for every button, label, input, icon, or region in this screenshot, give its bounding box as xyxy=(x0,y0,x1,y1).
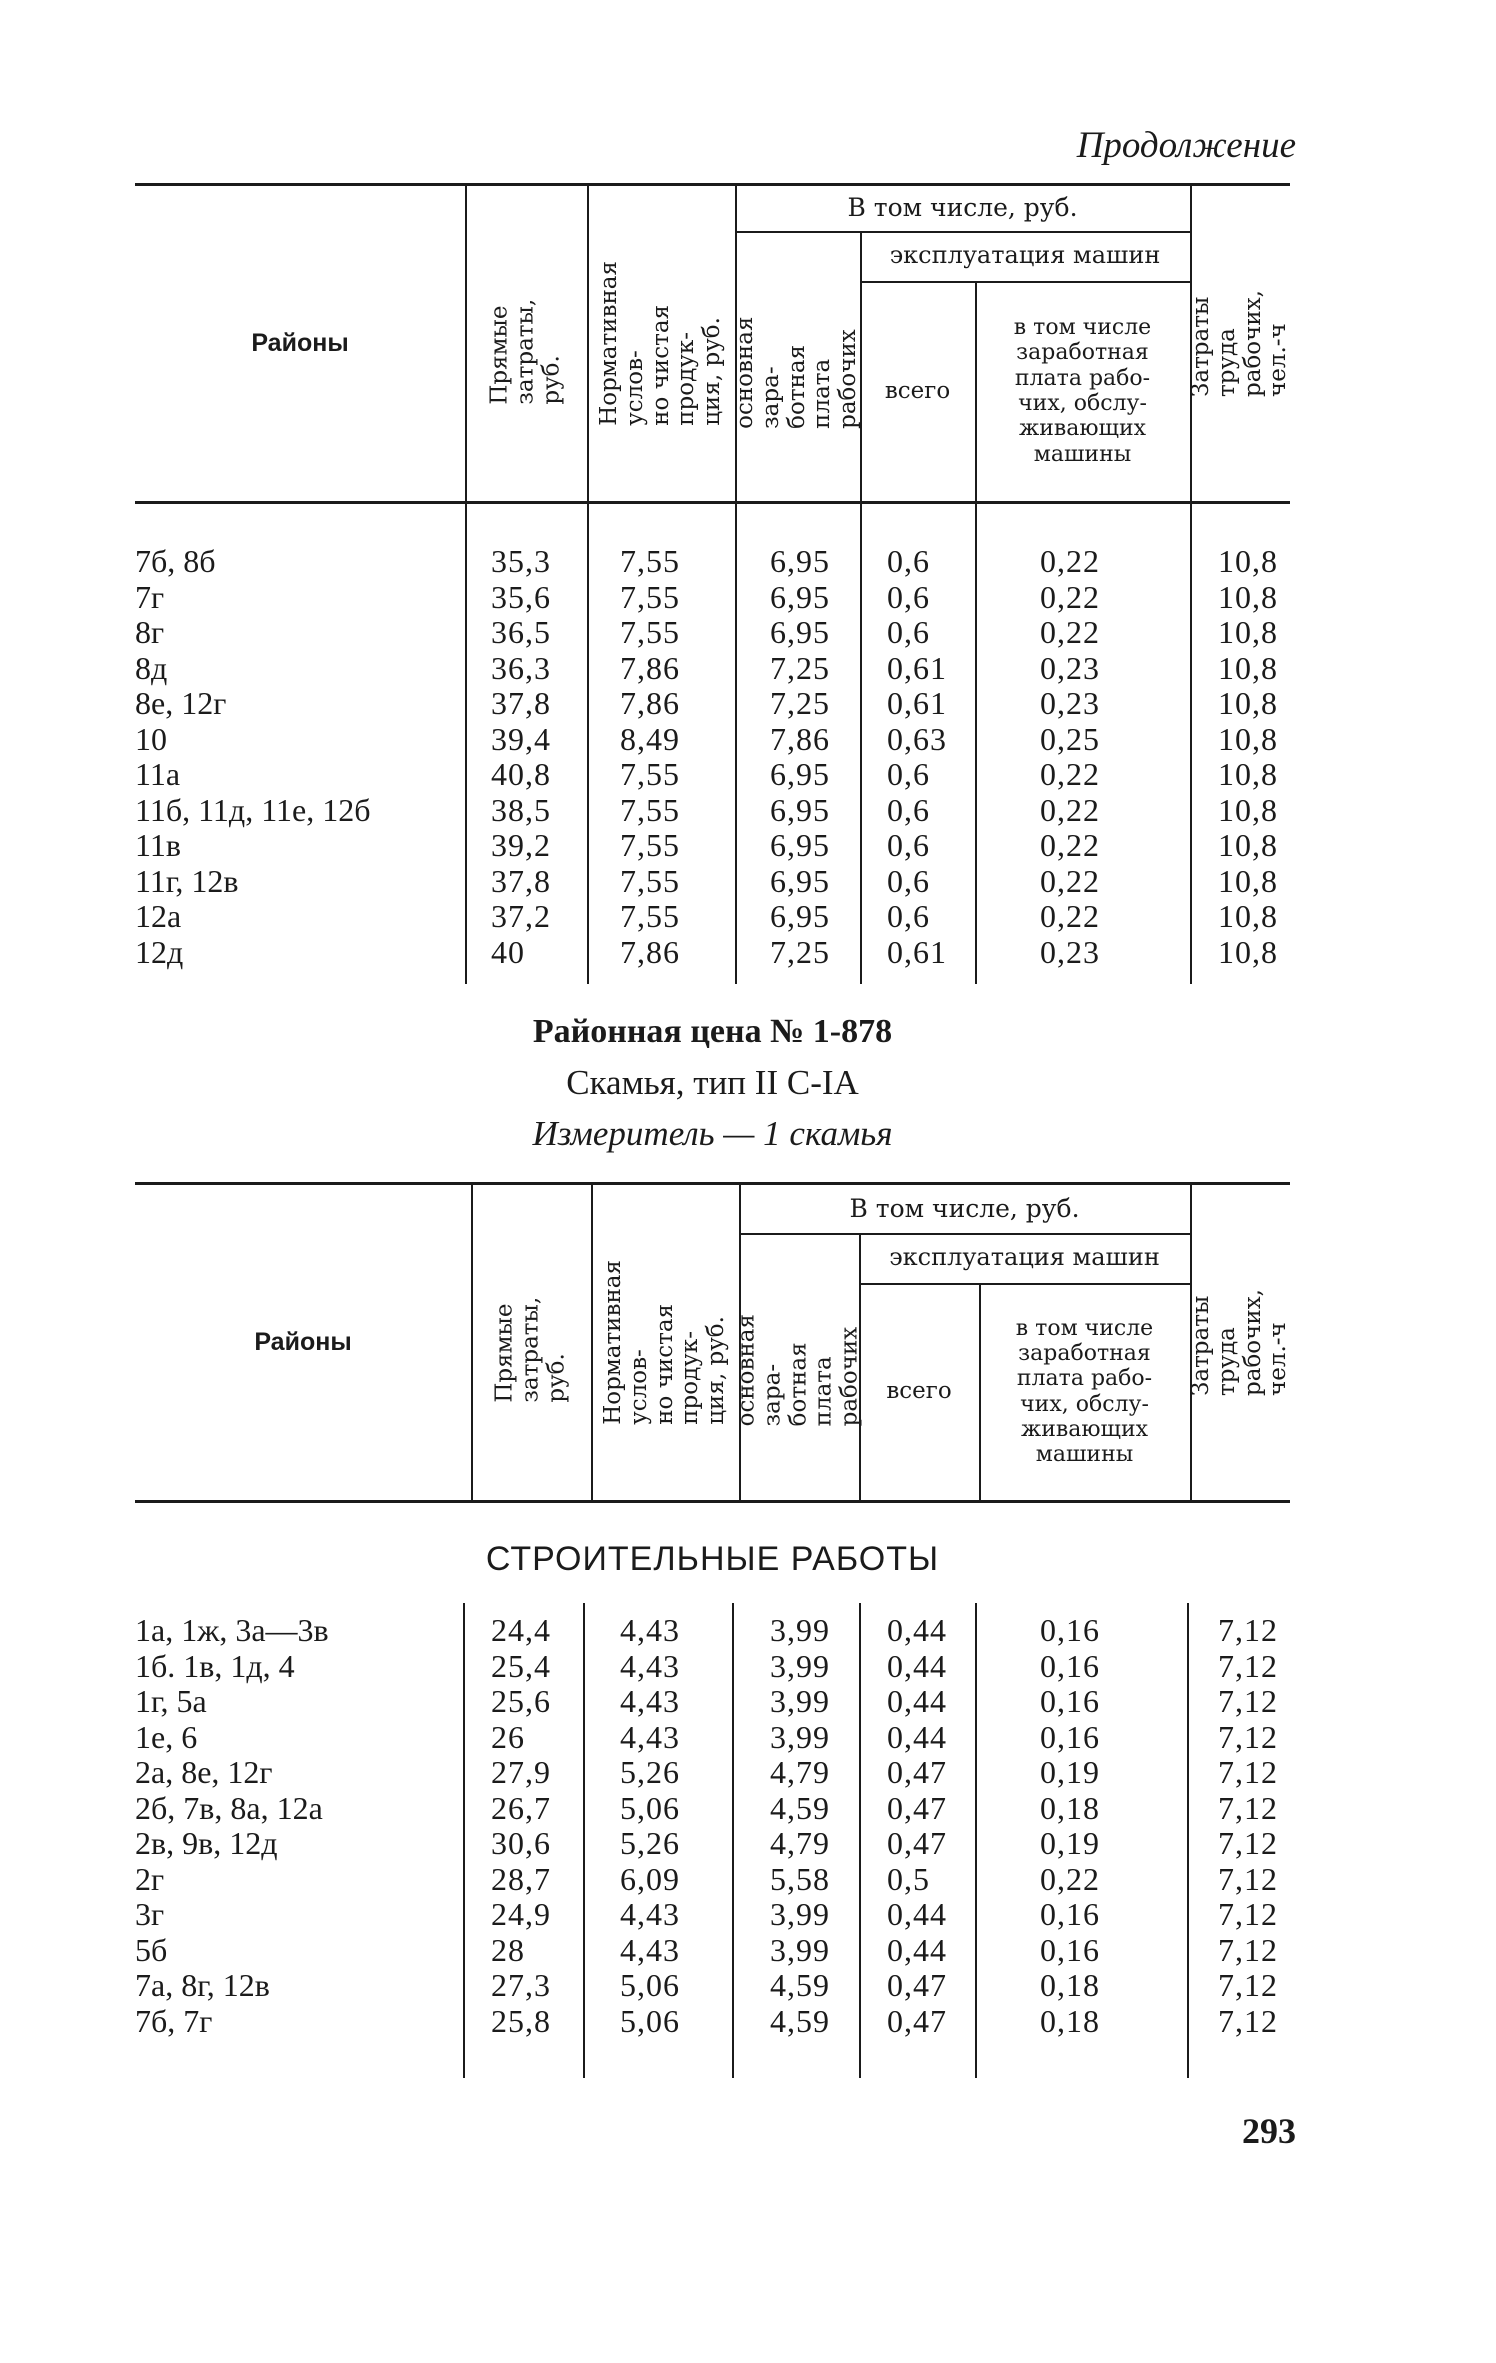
cell-norm: 7,55 xyxy=(620,862,680,899)
cell-machine-wage: 0,22 xyxy=(1040,614,1100,650)
column-header-labor: Затраты труда рабочих, чел.-ч xyxy=(1187,290,1291,397)
cell-norm: 5,06 xyxy=(620,2002,680,2039)
cell-machine-wage: 0,19 xyxy=(1040,1825,1100,1861)
cost-table-1 xyxy=(135,183,1290,984)
cell-district: 7б, 8б xyxy=(135,543,216,579)
column-header-including: В том числе, руб. xyxy=(847,193,1078,223)
table-row xyxy=(135,757,1290,792)
cell-labor: 10,8 xyxy=(1218,685,1278,721)
table-row xyxy=(135,722,1290,757)
cell-machine-wage: 0,16 xyxy=(1040,1931,1100,1968)
cell-direct: 37,8 xyxy=(491,685,551,721)
cell-norm: 7,55 xyxy=(620,791,680,828)
page-number: 293 xyxy=(1242,2111,1296,2151)
table-row xyxy=(135,1791,1290,1826)
column-header-total: всего xyxy=(884,377,951,404)
column-header-normative-output: Нормативная услов- но чистая продук- ция, руб. xyxy=(595,261,725,426)
cell-district: 8д xyxy=(135,649,168,686)
column-header-base-wage: основная зара- ботная плата рабочих xyxy=(733,1314,863,1427)
column-header-total: всего xyxy=(886,1378,952,1405)
divider xyxy=(591,1185,593,1500)
cell-norm: 4,43 xyxy=(620,1718,680,1755)
cell-direct: 36,5 xyxy=(491,614,551,650)
cell-machines: 0,44 xyxy=(887,1612,947,1648)
cell-machines: 0,6 xyxy=(887,862,930,899)
cell-wage: 4,59 xyxy=(770,2002,830,2039)
table-row xyxy=(135,1897,1290,1932)
table-rows xyxy=(135,504,1290,984)
cell-machines: 0,47 xyxy=(887,2002,947,2039)
section-title: СТРОИТЕЛЬНЫЕ РАБОТЫ xyxy=(485,1540,940,1578)
cell-labor: 7,12 xyxy=(1218,1683,1278,1719)
column-header-machine-wage: в том числе заработная плата рабо- чих, обслу- живающих машины xyxy=(1013,315,1152,467)
cell-labor: 10,8 xyxy=(1218,756,1278,792)
cell-direct: 26,7 xyxy=(491,1789,551,1826)
cell-norm: 4,43 xyxy=(620,1896,680,1932)
cell-labor: 7,12 xyxy=(1218,1931,1278,1968)
divider xyxy=(587,186,589,501)
cell-machines: 0,6 xyxy=(887,898,930,934)
cell-wage: 6,95 xyxy=(770,827,830,863)
table-row xyxy=(135,935,1290,970)
table-row xyxy=(135,1720,1290,1755)
cell-machines: 0,47 xyxy=(887,1967,947,2003)
table-row xyxy=(135,1613,1290,1648)
table-row xyxy=(135,793,1290,828)
column-header-labor: Затраты труда рабочих, чел.-ч xyxy=(1187,1289,1291,1396)
cell-district: 1а, 1ж, 3а—3в xyxy=(135,1612,329,1648)
cell-district: 2в, 9в, 12д xyxy=(135,1825,278,1861)
cell-direct: 40,8 xyxy=(491,756,551,792)
cell-direct: 40 xyxy=(491,933,525,970)
cell-labor: 7,12 xyxy=(1218,1896,1278,1932)
cell-norm: 7,86 xyxy=(620,685,680,721)
divider xyxy=(465,186,467,501)
cell-direct: 27,9 xyxy=(491,1754,551,1790)
cell-machine-wage: 0,22 xyxy=(1040,898,1100,934)
cell-wage: 3,99 xyxy=(770,1683,830,1719)
cell-machines: 0,6 xyxy=(887,578,930,615)
cell-direct: 26 xyxy=(491,1718,525,1755)
table-row xyxy=(135,1684,1290,1719)
cell-district: 7б, 7г xyxy=(135,2002,213,2039)
table-header xyxy=(135,1185,1290,1503)
column-header-direct-costs: Прямые затраты, руб. xyxy=(486,298,564,405)
cell-machines: 0,47 xyxy=(887,1789,947,1826)
cell-labor: 10,8 xyxy=(1218,862,1278,899)
cell-machine-wage: 0,23 xyxy=(1040,649,1100,686)
cell-labor: 10,8 xyxy=(1218,933,1278,970)
cell-labor: 10,8 xyxy=(1218,898,1278,934)
cell-norm: 7,55 xyxy=(620,614,680,650)
cell-machine-wage: 0,16 xyxy=(1040,1683,1100,1719)
divider xyxy=(1190,186,1192,501)
cell-machines: 0,63 xyxy=(887,720,947,757)
cell-district: 2б, 7в, 8а, 12а xyxy=(135,1789,323,1826)
cell-wage: 6,95 xyxy=(770,898,830,934)
cell-machine-wage: 0,19 xyxy=(1040,1754,1100,1790)
cell-direct: 25,6 xyxy=(491,1683,551,1719)
cell-machines: 0,6 xyxy=(887,614,930,650)
cell-machines: 0,44 xyxy=(887,1896,947,1932)
cell-machines: 0,61 xyxy=(887,649,947,686)
cell-direct: 28,7 xyxy=(491,1860,551,1897)
table-row xyxy=(135,544,1290,579)
cell-district: 7г xyxy=(135,578,165,615)
cell-machine-wage: 0,22 xyxy=(1040,756,1100,792)
divider xyxy=(739,1233,1190,1235)
table-body xyxy=(135,504,1290,984)
cell-norm: 7,86 xyxy=(620,933,680,970)
cell-district: 10 xyxy=(135,720,167,757)
cell-direct: 36,3 xyxy=(491,649,551,686)
cell-direct: 39,2 xyxy=(491,827,551,863)
cell-direct: 28 xyxy=(491,1931,525,1968)
cell-norm: 8,49 xyxy=(620,720,680,757)
cell-district: 1б. 1в, 1д, 4 xyxy=(135,1647,295,1684)
continuation-label: Продолжение xyxy=(1076,125,1296,166)
cell-district: 11г, 12в xyxy=(135,862,239,899)
divider xyxy=(975,281,977,501)
cell-norm: 7,55 xyxy=(620,898,680,934)
table-row xyxy=(135,686,1290,721)
cell-wage: 3,99 xyxy=(770,1931,830,1968)
cell-machine-wage: 0,25 xyxy=(1040,720,1100,757)
cell-wage: 7,25 xyxy=(770,933,830,970)
price-unit: Измеритель — 1 скамья xyxy=(532,1114,893,1153)
column-header-machine-operation: эксплуатация машин xyxy=(889,1243,1160,1272)
cell-labor: 7,12 xyxy=(1218,2002,1278,2039)
cell-norm: 4,43 xyxy=(620,1683,680,1719)
cell-wage: 6,95 xyxy=(770,614,830,650)
cell-norm: 4,43 xyxy=(620,1647,680,1684)
divider xyxy=(1190,1185,1192,1500)
cell-direct: 37,8 xyxy=(491,862,551,899)
cell-wage: 3,99 xyxy=(770,1612,830,1648)
cell-norm: 7,55 xyxy=(620,578,680,615)
cell-machine-wage: 0,22 xyxy=(1040,1860,1100,1897)
cell-labor: 7,12 xyxy=(1218,1967,1278,2003)
cell-district: 2а, 8е, 12г xyxy=(135,1754,273,1790)
cell-wage: 4,79 xyxy=(770,1754,830,1790)
table-rows xyxy=(135,1503,1290,2078)
cell-labor: 7,12 xyxy=(1218,1647,1278,1684)
price-item: Скамья, тип II С-IA xyxy=(566,1063,859,1102)
divider xyxy=(859,1283,1190,1285)
cell-wage: 7,25 xyxy=(770,649,830,686)
divider xyxy=(860,231,862,501)
cell-machines: 0,6 xyxy=(887,827,930,863)
cell-norm: 4,43 xyxy=(620,1931,680,1968)
cell-district: 12д xyxy=(135,933,184,970)
cell-machines: 0,44 xyxy=(887,1683,947,1719)
cell-machine-wage: 0,22 xyxy=(1040,578,1100,615)
table-row xyxy=(135,2004,1290,2039)
cell-norm: 7,55 xyxy=(620,827,680,863)
cell-machine-wage: 0,22 xyxy=(1040,543,1100,579)
cell-labor: 7,12 xyxy=(1218,1825,1278,1861)
cell-norm: 4,43 xyxy=(620,1612,680,1648)
cell-direct: 30,6 xyxy=(491,1825,551,1861)
cell-direct: 37,2 xyxy=(491,898,551,934)
cell-machines: 0,6 xyxy=(887,791,930,828)
cell-machine-wage: 0,22 xyxy=(1040,791,1100,828)
table-row xyxy=(135,899,1290,934)
cell-labor: 7,12 xyxy=(1218,1718,1278,1755)
cell-wage: 3,99 xyxy=(770,1718,830,1755)
cell-district: 11а xyxy=(135,756,181,792)
cell-labor: 10,8 xyxy=(1218,827,1278,863)
column-header-districts: Районы xyxy=(254,1328,352,1357)
cell-labor: 7,12 xyxy=(1218,1860,1278,1897)
column-header-base-wage: основная зара- ботная плата рабочих xyxy=(732,316,862,429)
column-header-machine-operation: эксплуатация машин xyxy=(889,241,1161,270)
cell-wage: 7,86 xyxy=(770,720,830,757)
cell-direct: 35,6 xyxy=(491,578,551,615)
column-header-machine-wage: в том числе заработная плата рабо- чих, обслу- живающих машины xyxy=(1015,1315,1154,1468)
cell-machines: 0,44 xyxy=(887,1931,947,1968)
cell-machines: 0,61 xyxy=(887,933,947,970)
cell-district: 11в xyxy=(135,827,181,863)
cell-district: 5б xyxy=(135,1931,168,1968)
table-row xyxy=(135,651,1290,686)
cell-norm: 5,06 xyxy=(620,1967,680,2003)
cell-machine-wage: 0,16 xyxy=(1040,1612,1100,1648)
cell-machine-wage: 0,18 xyxy=(1040,1789,1100,1826)
divider xyxy=(735,186,737,501)
table-row xyxy=(135,1968,1290,2003)
table-row xyxy=(135,1862,1290,1897)
cell-labor: 10,8 xyxy=(1218,578,1278,615)
cell-wage: 4,59 xyxy=(770,1967,830,2003)
cell-labor: 10,8 xyxy=(1218,614,1278,650)
cell-labor: 10,8 xyxy=(1218,720,1278,757)
cell-district: 2г xyxy=(135,1860,165,1897)
cell-direct: 25,4 xyxy=(491,1647,551,1684)
cell-machines: 0,5 xyxy=(887,1860,930,1897)
table-header xyxy=(135,186,1290,504)
divider xyxy=(860,281,1190,283)
table-row xyxy=(135,828,1290,863)
table-row xyxy=(135,1826,1290,1861)
cell-wage: 3,99 xyxy=(770,1647,830,1684)
cell-labor: 10,8 xyxy=(1218,649,1278,686)
cell-norm: 5,06 xyxy=(620,1789,680,1826)
cell-district: 1г, 5а xyxy=(135,1683,207,1719)
table-body xyxy=(135,1503,1290,2078)
table-row xyxy=(135,864,1290,899)
cell-machine-wage: 0,16 xyxy=(1040,1647,1100,1684)
cell-district: 7а, 8г, 12в xyxy=(135,1967,270,2003)
cell-machine-wage: 0,18 xyxy=(1040,1967,1100,2003)
cell-machines: 0,61 xyxy=(887,685,947,721)
cell-norm: 6,09 xyxy=(620,1860,680,1897)
cell-norm: 5,26 xyxy=(620,1754,680,1790)
cost-table-2 xyxy=(135,1182,1290,2078)
cell-norm: 7,55 xyxy=(620,543,680,579)
cell-direct: 25,8 xyxy=(491,2002,551,2039)
cell-machine-wage: 0,16 xyxy=(1040,1896,1100,1932)
divider xyxy=(735,231,1190,233)
cell-wage: 5,58 xyxy=(770,1860,830,1897)
cell-district: 12а xyxy=(135,898,182,934)
cell-wage: 4,79 xyxy=(770,1825,830,1861)
cell-labor: 10,8 xyxy=(1218,543,1278,579)
cell-district: 8е, 12г xyxy=(135,685,227,721)
cell-district: 1е, 6 xyxy=(135,1718,198,1755)
cell-machines: 0,44 xyxy=(887,1718,947,1755)
cell-norm: 7,86 xyxy=(620,649,680,686)
table-row xyxy=(135,615,1290,650)
cell-machine-wage: 0,16 xyxy=(1040,1718,1100,1755)
cell-norm: 7,55 xyxy=(620,756,680,792)
cell-labor: 10,8 xyxy=(1218,791,1278,828)
cell-norm: 5,26 xyxy=(620,1825,680,1861)
cell-wage: 6,95 xyxy=(770,578,830,615)
cell-wage: 6,95 xyxy=(770,756,830,792)
table-row xyxy=(135,580,1290,615)
cell-district: 8г xyxy=(135,614,165,650)
cell-machine-wage: 0,22 xyxy=(1040,862,1100,899)
cell-labor: 7,12 xyxy=(1218,1612,1278,1648)
divider xyxy=(859,1233,861,1500)
cell-machines: 0,47 xyxy=(887,1754,947,1790)
cell-machine-wage: 0,23 xyxy=(1040,933,1100,970)
cell-district: 3г xyxy=(135,1896,165,1932)
cell-wage: 6,95 xyxy=(770,791,830,828)
column-header-direct-costs: Прямые затраты, руб. xyxy=(491,1296,569,1403)
cell-direct: 35,3 xyxy=(491,543,551,579)
table-row xyxy=(135,1649,1290,1684)
cell-machine-wage: 0,18 xyxy=(1040,2002,1100,2039)
cell-direct: 38,5 xyxy=(491,791,551,828)
cell-machines: 0,47 xyxy=(887,1825,947,1861)
cell-labor: 7,12 xyxy=(1218,1754,1278,1790)
cell-machines: 0,6 xyxy=(887,756,930,792)
cell-direct: 39,4 xyxy=(491,720,551,757)
cell-direct: 24,4 xyxy=(491,1612,551,1648)
table-row xyxy=(135,1755,1290,1790)
price-title: Районная цена № 1-878 xyxy=(532,1013,893,1050)
cell-wage: 7,25 xyxy=(770,685,830,721)
cell-wage: 6,95 xyxy=(770,543,830,579)
table-row xyxy=(135,1933,1290,1968)
cell-wage: 3,99 xyxy=(770,1896,830,1932)
cell-machine-wage: 0,23 xyxy=(1040,685,1100,721)
cell-labor: 7,12 xyxy=(1218,1789,1278,1826)
cell-direct: 27,3 xyxy=(491,1967,551,2003)
cell-machine-wage: 0,22 xyxy=(1040,827,1100,863)
divider xyxy=(979,1283,981,1500)
cell-machines: 0,6 xyxy=(887,543,930,579)
cell-direct: 24,9 xyxy=(491,1896,551,1932)
column-header-districts: Районы xyxy=(251,329,349,358)
column-header-including: В том числе, руб. xyxy=(849,1193,1080,1223)
cell-district: 11б, 11д, 11е, 12б xyxy=(135,791,371,828)
cell-wage: 4,59 xyxy=(770,1789,830,1826)
cell-wage: 6,95 xyxy=(770,862,830,899)
cell-machines: 0,44 xyxy=(887,1647,947,1684)
divider xyxy=(471,1185,473,1500)
column-header-normative-output: Нормативная услов- но чистая продук- ция, руб. xyxy=(599,1260,729,1425)
